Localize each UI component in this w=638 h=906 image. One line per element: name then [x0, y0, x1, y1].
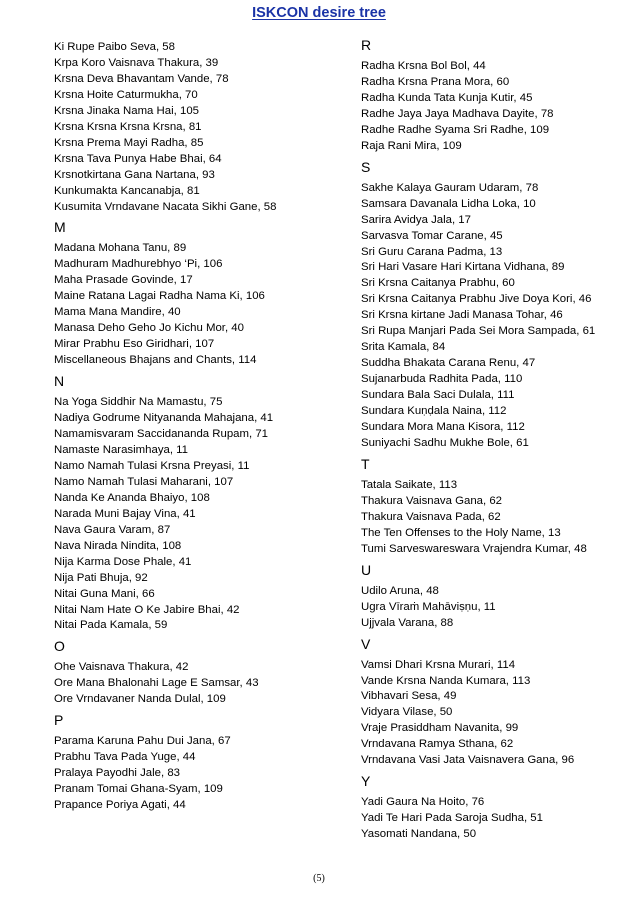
index-entry: Nija Pati Bhuja, 92 — [54, 571, 148, 584]
index-entry: Udilo Aruna, 48 — [361, 584, 439, 597]
index-entry: Namaste Narasimhaya, 11 — [54, 443, 189, 456]
index-entry: Vande Krsna Nanda Kumara, 113 — [361, 674, 531, 687]
index-entry: Namo Namah Tulasi Krsna Preyasi, 11 — [54, 459, 250, 472]
index-entry: The Ten Offenses to the Holy Name, 13 — [361, 526, 561, 539]
header-title: ISKCON desire tree — [252, 5, 386, 21]
index-column-left — [54, 40, 344, 814]
index-entry: Prabhu Tava Pada Yuge, 44 — [54, 751, 196, 764]
index-entry: Ore Vrndavaner Nanda Dulal, 109 — [54, 693, 226, 706]
index-entry: Miscellaneous Bhajans and Chants, 114 — [54, 354, 257, 367]
index-entry: Tumi Sarveswareswara Vrajendra Kumar, 48 — [361, 542, 587, 555]
index-entry: Raja Rani Mira, 109 — [361, 139, 462, 152]
index-entry: Pralaya Payodhi Jale, 83 — [54, 767, 181, 780]
index-entry: Nitai Pada Kamala, 59 — [54, 619, 168, 632]
index-entry: Tatala Saikate, 113 — [361, 478, 458, 491]
index-entry: Nava Nirada Nindita, 108 — [54, 539, 182, 552]
index-entry: Ohe Vaisnava Thakura, 42 — [54, 661, 189, 674]
index-entry: Krsna Hoite Caturmukha, 70 — [54, 88, 198, 101]
index-entry: Krpa Koro Vaisnava Thakura, 39 — [54, 56, 219, 69]
section-letter: S — [361, 158, 371, 175]
index-entry: Sundara Kuṇḍala Naina, 112 — [361, 405, 507, 418]
index-entry: Vamsi Dhari Krsna Murari, 114 — [361, 658, 516, 671]
index-entry: Sri Guru Carana Padma, 13 — [361, 245, 503, 258]
index-entry: Narada Muni Bajay Vina, 41 — [54, 507, 196, 520]
index-entry: Yasomati Nandana, 50 — [361, 828, 477, 841]
index-entry: Manasa Deho Geho Jo Kichu Mor, 40 — [54, 322, 244, 335]
index-entry: Radhe Radhe Syama Sri Radhe, 109 — [361, 123, 550, 136]
index-entry: Nija Karma Dose Phale, 41 — [54, 555, 192, 568]
index-entry: Radhe Jaya Jaya Madhava Dayite, 78 — [361, 107, 554, 120]
index-entry: Nava Gaura Varam, 87 — [54, 523, 171, 536]
section-letter: T — [361, 455, 370, 472]
index-entry: Sundara Bala Saci Dulala, 111 — [361, 389, 515, 402]
index-entry: Sri Krsna Caitanya Prabhu, 60 — [361, 277, 515, 290]
index-entry: Krsna Tava Punya Habe Bhai, 64 — [54, 152, 222, 165]
index-entry: Vrndavana Ramya Sthana, 62 — [361, 738, 514, 751]
index-entry: Samsara Davanala Lidha Loka, 10 — [361, 197, 536, 210]
index-entry: Ki Rupe Paibo Seva, 58 — [54, 41, 175, 53]
index-entry: Sri Hari Vasare Hari Kirtana Vidhana, 89 — [361, 261, 565, 274]
section-letter: O — [54, 638, 65, 655]
index-column-right — [361, 37, 631, 843]
index-entry: Sri Krsna kirtane Jadi Manasa Tohar, 46 — [361, 309, 563, 322]
index-entry: Ugra Vīraṁ Mahāviṣṇu, 11 — [361, 600, 496, 613]
index-entry: Radha Krsna Prana Mora, 60 — [361, 75, 510, 88]
index-entry: Na Yoga Siddhir Na Mamastu, 75 — [54, 396, 223, 409]
index-entry: Vidyara Vilase, 50 — [361, 706, 453, 719]
section-letter: N — [54, 373, 65, 390]
index-entry: Sarira Avidya Jala, 17 — [361, 213, 471, 226]
index-entry: Maha Prasade Govinde, 17 — [54, 274, 193, 287]
index-entry: Thakura Vaisnava Gana, 62 — [361, 494, 502, 507]
index-entry: Sundara Mora Mana Kisora, 112 — [361, 421, 525, 434]
page-number: (5) — [313, 873, 325, 884]
index-entry: Radha Kunda Tata Kunja Kutir, 45 — [361, 91, 533, 104]
section-letter: U — [361, 561, 372, 578]
index-entry: Nitai Guna Mani, 66 — [54, 587, 155, 600]
index-entry: Madana Mohana Tanu, 89 — [54, 242, 187, 255]
section-letter: M — [54, 219, 66, 236]
index-entry: Krsna Jinaka Nama Hai, 105 — [54, 104, 199, 117]
index-entry: Kusumita Vrndavane Nacata Sikhi Gane, 58 — [54, 200, 277, 213]
index-entry: Mirar Prabhu Eso Giridhari, 107 — [54, 338, 215, 351]
index-entry: Vrndavana Vasi Jata Vaisnavera Gana, 96 — [361, 754, 575, 767]
index-entry: Sakhe Kalaya Gauram Udaram, 78 — [361, 181, 539, 194]
index-entry: Kunkumakta Kancanabja, 81 — [54, 184, 200, 197]
index-entry: Vibhavari Sesa, 49 — [361, 690, 457, 703]
index-entry: Yadi Gaura Na Hoito, 76 — [361, 796, 485, 809]
index-entry: Sri Rupa Manjari Pada Sei Mora Sampada, 61 — [361, 325, 596, 338]
index-entry: Ore Mana Bhalonahi Lage E Samsar, 43 — [54, 677, 259, 690]
section-letter: V — [361, 635, 371, 652]
index-entry: Madhuram Madhurebhyo ‘Pi, 106 — [54, 258, 223, 271]
index-entry: Vraje Prasiddham Navanita, 99 — [361, 722, 519, 735]
index-entry: Namo Namah Tulasi Maharani, 107 — [54, 475, 234, 488]
index-entry: Nanda Ke Ananda Bhaiyo, 108 — [54, 491, 210, 504]
index-entry: Mama Mana Mandire, 40 — [54, 306, 181, 319]
index-entry: Parama Karuna Pahu Dui Jana, 67 — [54, 735, 231, 748]
index-entry: Ujjvala Varana, 88 — [361, 616, 454, 629]
index-entry: Prapance Poriya Agati, 44 — [54, 799, 186, 812]
index-entry: Namamisvaram Saccidananda Rupam, 71 — [54, 428, 268, 441]
index-entry: Krsna Prema Mayi Radha, 85 — [54, 136, 204, 149]
index-entry: Thakura Vaisnava Pada, 62 — [361, 510, 501, 523]
index-entry: Sri Krsna Caitanya Prabhu Jive Doya Kori, 46 — [361, 293, 592, 306]
index-entry: Maine Ratana Lagai Radha Nama Ki, 106 — [54, 290, 265, 303]
index-entry: Nadiya Godrume Nityananda Mahajana, 41 — [54, 412, 274, 425]
page-header — [0, 4, 638, 22]
section-letter: R — [361, 37, 372, 53]
index-entry: Krsnotkirtana Gana Nartana, 93 — [54, 168, 215, 181]
index-entry: Nitai Nam Hate O Ke Jabire Bhai, 42 — [54, 603, 240, 616]
section-letter: Y — [361, 773, 371, 790]
index-entry: Krsna Deva Bhavantam Vande, 78 — [54, 72, 229, 85]
index-entry: Suddha Bhakata Carana Renu, 47 — [361, 357, 536, 370]
index-entry: Sarvasva Tomar Carane, 45 — [361, 229, 503, 242]
index-entry: Krsna Krsna Krsna Krsna, 81 — [54, 120, 202, 133]
index-entry: Radha Krsna Bol Bol, 44 — [361, 60, 486, 72]
index-entry: Sujanarbuda Radhita Pada, 110 — [361, 373, 523, 386]
index-entry: Suniyachi Sadhu Mukhe Bole, 61 — [361, 436, 529, 449]
index-entry: Pranam Tomai Ghana-Syam, 109 — [54, 783, 223, 796]
index-entry: Yadi Te Hari Pada Saroja Sudha, 51 — [361, 812, 543, 825]
section-letter: P — [54, 712, 64, 729]
index-entry: Srita Kamala, 84 — [361, 341, 446, 354]
